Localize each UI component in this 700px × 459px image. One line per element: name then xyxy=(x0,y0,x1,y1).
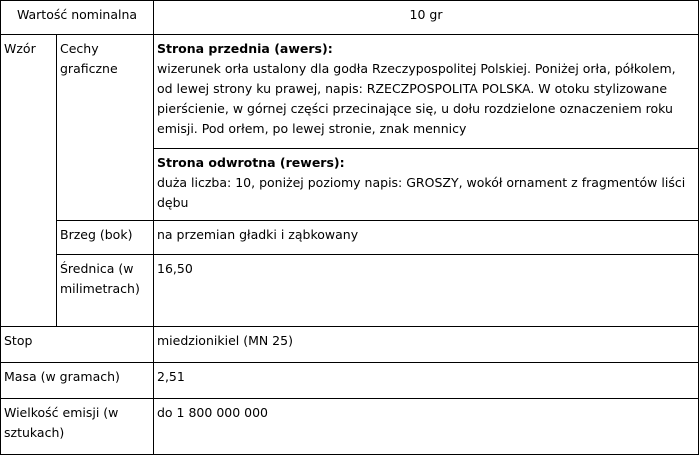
reverse-title: Strona odwrotna (rewers): xyxy=(157,155,345,170)
nominal-value: 10 gr xyxy=(154,1,699,35)
edge-value: na przemian gładki i ząbkowany xyxy=(154,221,699,255)
alloy-value: miedzionikiel (MN 25) xyxy=(154,327,699,363)
row-diameter xyxy=(1,255,699,327)
row-issue-volume xyxy=(1,399,699,455)
nominal-value-label: Wartość nominalna xyxy=(1,1,154,35)
issue-volume-label: Wielkość emisji (w sztukach) xyxy=(1,399,154,455)
design-label: Wzór xyxy=(1,35,57,327)
mass-label: Masa (w gramach) xyxy=(1,363,154,399)
reverse-description: duża liczba: 10, poniżej poziomy napis: GROSZY, wokół ornament z fragmentów liści dębu xyxy=(157,175,686,210)
alloy-label: Stop xyxy=(1,327,154,363)
reverse-cell xyxy=(154,149,699,221)
edge-label: Brzeg (bok) xyxy=(57,221,154,255)
obverse-cell xyxy=(154,35,699,149)
row-mass xyxy=(1,363,699,399)
issue-volume-value: do 1 800 000 000 xyxy=(154,399,699,455)
mass-value: 2,51 xyxy=(154,363,699,399)
obverse-description: wizerunek orła ustalony dla godła Rzeczypospolitej Polskiej. Poniżej orła, półkolem, od lewej strony ku prawej, napis: RZECZPOSPOLITA POLSKA. W otoku stylizowane pierścienie, w górnej części przecinające się, u dołu rozdzielone oznaczeniem roku emisji. Pod orłem, po lewej stronie, znak mennicy xyxy=(157,61,676,136)
row-alloy xyxy=(1,327,699,363)
graphic-features-label: Cechy graficzne xyxy=(57,35,154,221)
obverse-title: Strona przednia (awers): xyxy=(157,41,333,56)
row-edge xyxy=(1,221,699,255)
row-nominal-value xyxy=(1,1,699,35)
diameter-label: Średnica (w milimetrach) xyxy=(57,255,154,327)
diameter-value: 16,50 xyxy=(154,255,699,327)
row-obverse xyxy=(1,35,699,149)
